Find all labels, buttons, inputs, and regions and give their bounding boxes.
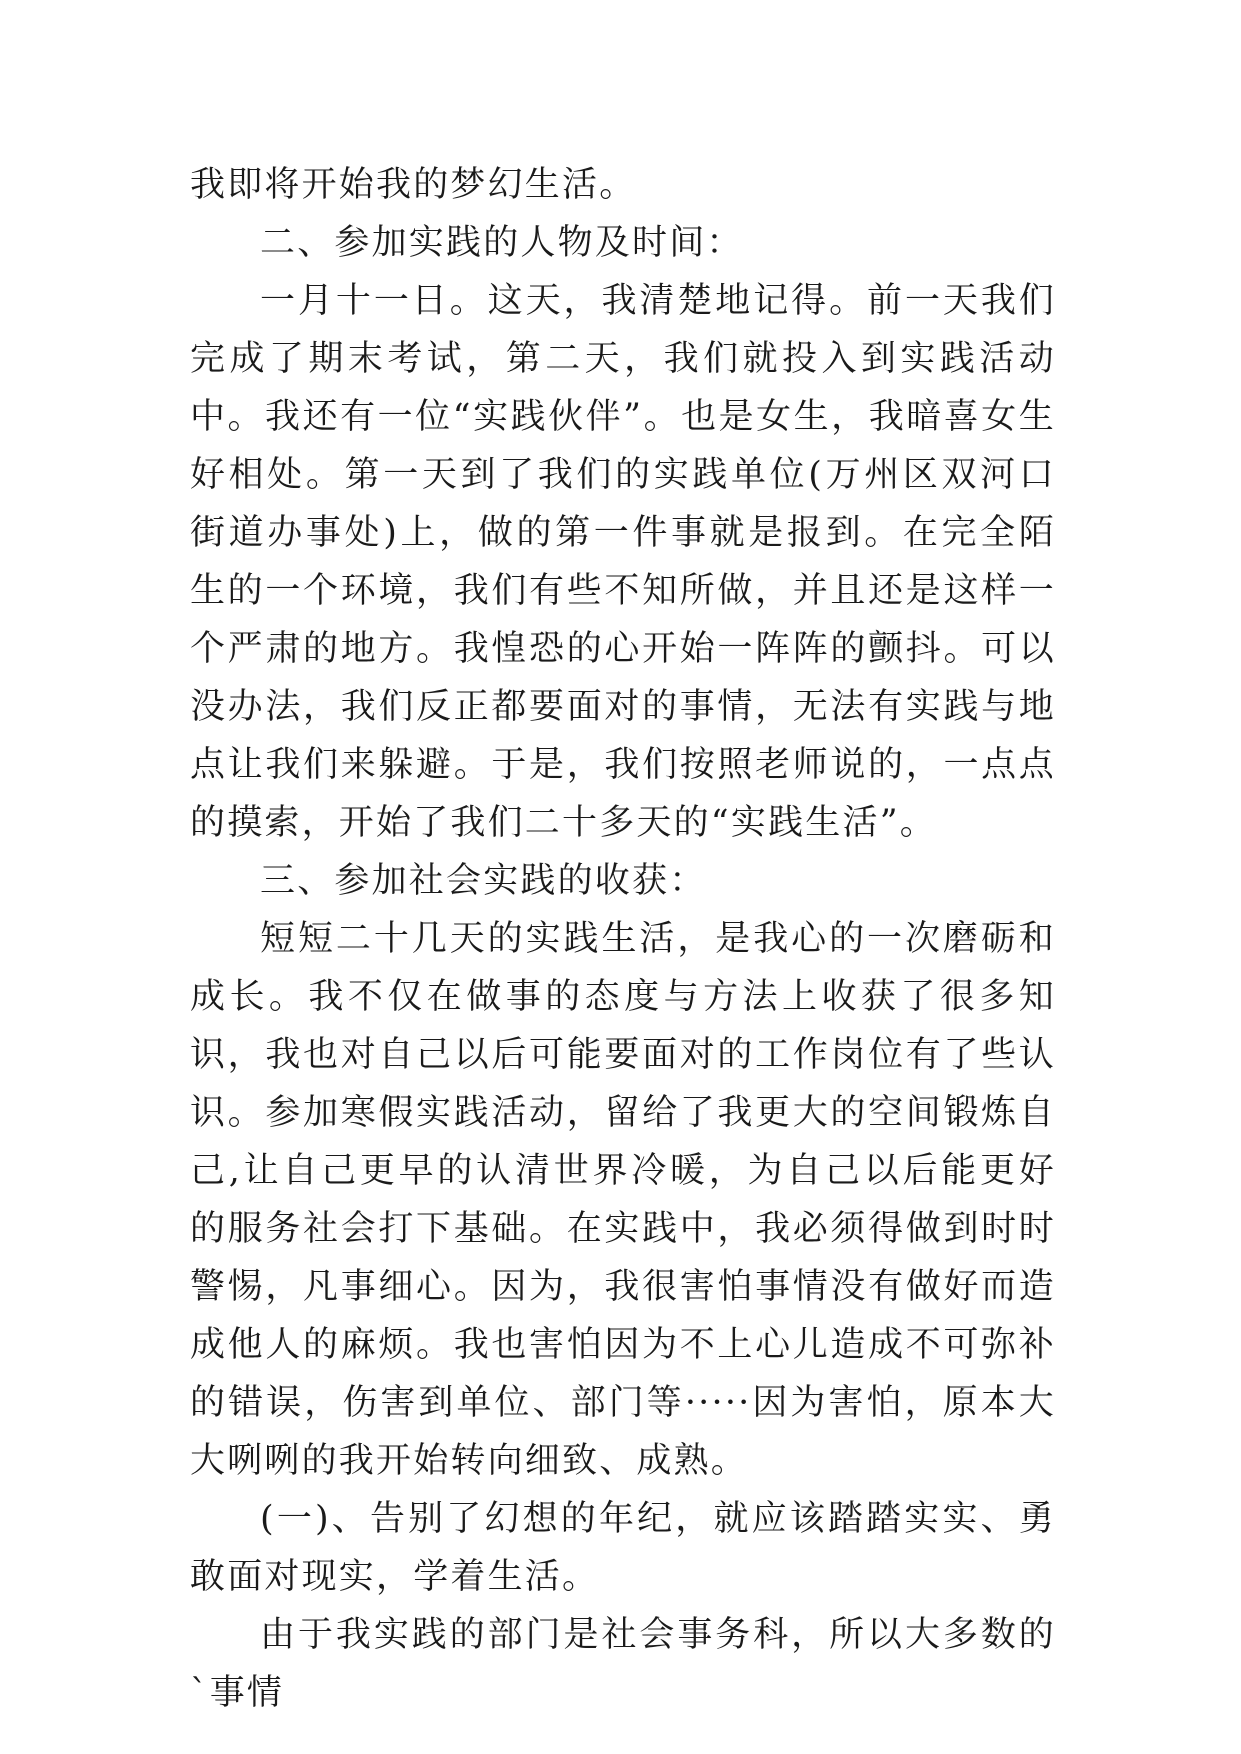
paragraph-gains: 短短二十几天的实践生活，是我心的一次磨砺和成长。我不仅在做事的态度与方法上收获了很多知识，我也对自己以后可能要面对的工作岗位有了些认识。参加寒假实践活动，留给了我更大的空间锻炼自己,让自己更早的认清世界冷暖，为自己以后能更好的服务社会打下基础。在实践中，我必须得做到时时警惕，凡事细心。因为，我很害怕事情没有做好而造成他人的麻烦。我也害怕因为不上心儿造成不可弥补的错误，伤害到单位、部门等·····因为害怕，原本大大咧咧的我开始转向细致、成熟。 bbox=[190, 919, 1056, 1481]
paragraph-first-day: 一月十一日。这天，我清楚地记得。前一天我们完成了期末考试，第二天，我们就投入到实践活动中。我还有一位“实践伙伴”。也是女生，我暗喜女生好相处。第一天到了我们的实践单位(万州区双河口街道办事处)上，做的第一件事就是报到。在完全陌生的一个环境，我们有些不知所做，并且还是这样一个严肃的地方。我惶恐的心开始一阵阵的颤抖。可以没办法，我们反正都要面对的事情，无法有实践与地点让我们来躲避。于是，我们按照老师说的，一点点的摸索，开始了我们二十多天的“实践生活”。 bbox=[190, 281, 1056, 843]
paragraph-opening-line: 我即将开始我的梦幻生活。 bbox=[190, 165, 637, 205]
document-body bbox=[190, 156, 1056, 1722]
section-heading-gains: 三、参加社会实践的收获： bbox=[260, 861, 707, 901]
subsection-heading-one: (一)、告别了幻想的年纪，就应该踏踏实实、勇敢面对现实，学着生活。 bbox=[190, 1499, 1056, 1597]
paragraph-department: 由于我实践的部门是社会事务科，所以大多数的`事情 bbox=[190, 1615, 1056, 1713]
section-heading-participants-time: 二、参加实践的人物及时间： bbox=[260, 223, 744, 263]
